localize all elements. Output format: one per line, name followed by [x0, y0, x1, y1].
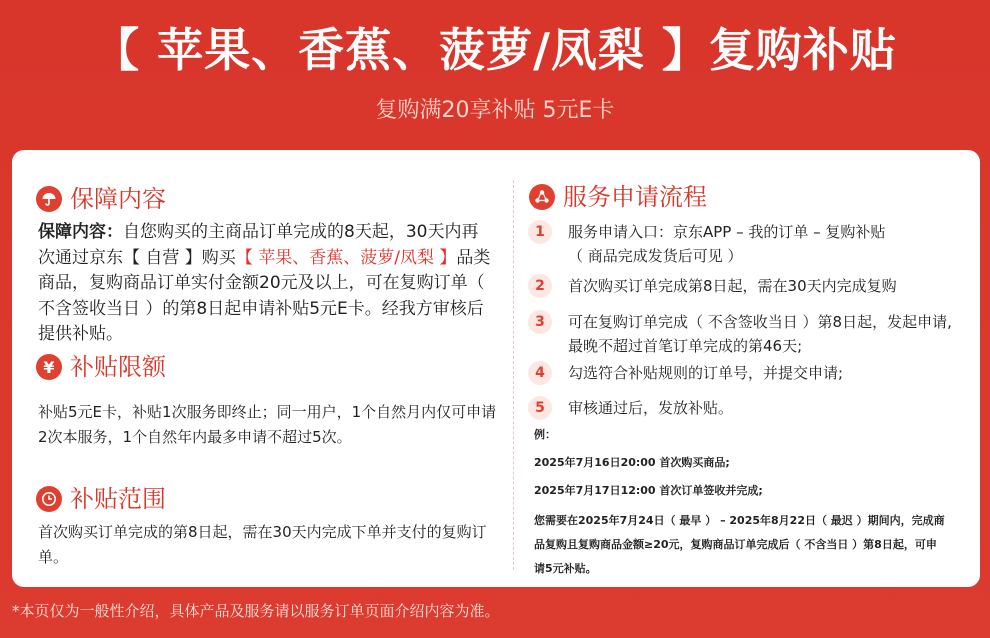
coverage-highlight: 【 苹果、香蕉、菠萝/凤梨 】	[235, 247, 457, 268]
process-step-3	[528, 310, 952, 358]
step-number: 5	[528, 396, 552, 420]
column-divider	[513, 180, 514, 570]
umbrella-icon	[36, 186, 62, 212]
step-line: （ 商品完成发货后可见 ）	[568, 247, 743, 265]
step-number: 1	[528, 220, 552, 244]
step-text	[568, 220, 885, 268]
step-line: 最晚不超过首笔订单完成的第46天;	[568, 337, 803, 355]
limit-heading: 补贴限额	[70, 353, 166, 381]
process-step-5	[528, 396, 733, 420]
process-icon	[529, 184, 555, 210]
coverage-text-part1: 自您购买的主商品订单完成的8天起，30天内再次通过京东【 自营 】购买	[38, 222, 479, 268]
footer-disclaimer: *本页仅为一般性介绍，具体产品及服务请以服务订单页面介绍内容为准。	[12, 602, 500, 620]
process-section-header	[529, 182, 707, 212]
step-number: 4	[528, 361, 552, 385]
limit-description: 补贴5元E卡，补贴1次服务即终止；同一用户，1个自然月内仅可申请2次本服务，1个自然年内最多申请不超过5次。	[38, 403, 497, 446]
example-label: 例：	[534, 428, 556, 441]
example-line-1: 2025年7月16日20:00 首次购买商品;	[534, 456, 730, 469]
step-number: 3	[528, 310, 552, 334]
step-text	[568, 310, 952, 358]
process-heading: 服务申请流程	[563, 183, 707, 211]
step-text	[568, 361, 843, 385]
step-line: 勾选符合补贴规则的订单号，并提交申请;	[568, 364, 844, 382]
limit-section-header	[36, 352, 166, 382]
example-line-3: 您需要在2025年7月24日（ 最早 ） – 2025年8月22日（ 最迟 ）期间内，完成商	[534, 514, 945, 527]
process-step-2	[528, 274, 897, 298]
scope-section-header	[36, 484, 166, 514]
coverage-heading: 保障内容	[70, 185, 166, 213]
process-step-1	[528, 220, 885, 268]
example-line-5: 请5元补贴。	[534, 562, 597, 575]
step-text	[568, 274, 897, 298]
example-line-2: 2025年7月17日12:00 首次订单签收并完成;	[534, 484, 763, 497]
clock-icon	[36, 486, 62, 512]
coverage-text-part2: 品类商品，复购商品订单实付金额20元及以上，可在复购订单（ 不含签收当日 ）的第8日起申请补贴5元E卡。经我方审核后提供补贴。	[38, 247, 491, 344]
step-text	[568, 396, 733, 420]
coverage-description	[38, 220, 493, 348]
yen-icon: ¥	[36, 354, 62, 380]
page-title: 【 苹果、香蕉、菠萝/凤梨 】复购补贴	[93, 23, 897, 77]
coverage-label: 保障内容：	[38, 222, 123, 242]
page-subtitle: 复购满20享补贴 5元E卡	[375, 98, 615, 123]
step-line: 首次购买订单完成第8日起，需在30天内完成复购	[568, 277, 897, 295]
scope-description: 首次购买订单完成的第8日起，需在30天内完成下单并支付的复购订单。	[38, 523, 487, 566]
process-step-4	[528, 361, 843, 385]
coverage-section-header	[36, 184, 166, 214]
step-line: 服务申请入口：京东APP – 我的订单 – 复购补贴	[568, 223, 886, 241]
step-line: 审核通过后，发放补贴。	[568, 399, 734, 417]
step-line: 可在复购订单完成（ 不含签收当日 ）第8日起，发起申请,	[568, 313, 952, 331]
example-line-4: 品复购且复购商品金额≥20元，复购商品订单完成后（ 不含当日 ）第8日起，可申	[534, 538, 937, 551]
step-number: 2	[528, 274, 552, 298]
scope-heading: 补贴范围	[70, 485, 166, 513]
